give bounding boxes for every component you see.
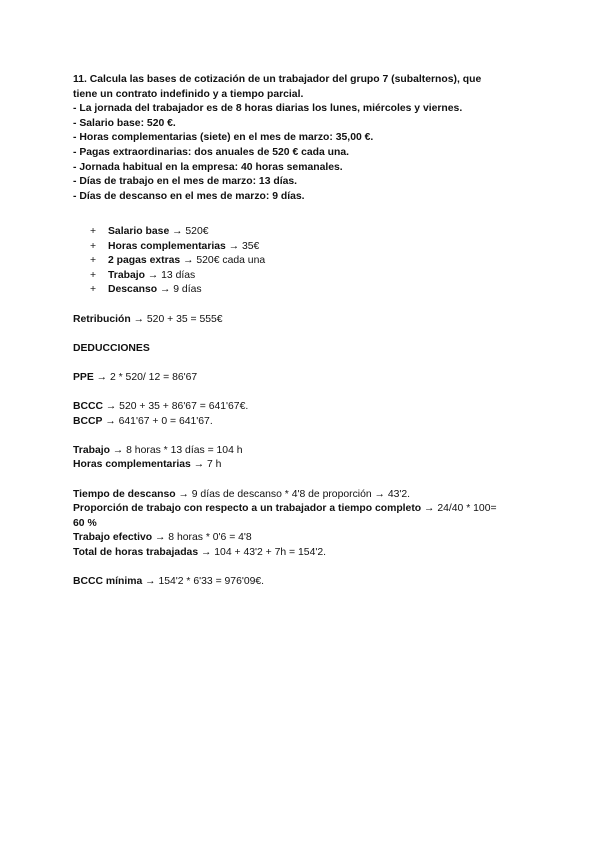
horas-comp-label: Horas complementarias <box>73 459 191 471</box>
ppe-value: → 2 * 520/ 12 = 86'67 <box>93 371 198 383</box>
condition-pagas: - Pagas extraordinarias: dos anuales de 520 € cada una. <box>73 146 350 158</box>
summary-label: Horas complementarias <box>108 240 226 252</box>
bccc-value: → 520 + 35 + 86'67 = 641'67€. <box>103 401 249 413</box>
horas-comp-line <box>73 458 533 473</box>
proporcion-line <box>73 502 533 517</box>
ppe-label: PPE <box>73 371 94 383</box>
bccc-minima-line <box>73 575 533 590</box>
summary-list <box>73 225 533 298</box>
bullet-marker: + <box>90 269 97 281</box>
bccp-line <box>73 415 533 430</box>
bccp-value: → 641'67 + 0 = 641'67. <box>102 415 213 427</box>
condition-jornada: - La jornada del trabajador es de 8 horas diarias los lunes, miércoles y viernes. <box>73 103 463 115</box>
proporcion-label: Proporción de trabajo con respecto a un trabajador a tiempo completo <box>73 503 422 515</box>
exercise-title-line2: tiene un contrato indefinido y a tiempo parcial. <box>73 88 304 100</box>
bullet-marker: + <box>90 255 97 267</box>
list-item <box>90 269 533 284</box>
retribucion-value: → 520 + 35 = 555€ <box>130 313 223 325</box>
condition-dias-descanso: - Días de descanso en el mes de marzo: 9 días. <box>73 190 305 202</box>
retribucion-label: Retribución <box>73 313 131 325</box>
bccc-label: BCCC <box>73 401 104 413</box>
summary-value: → 9 días <box>157 284 202 296</box>
tiempo-descanso-line <box>73 488 533 503</box>
bccp-label: BCCP <box>73 415 103 427</box>
trabajo-label: Trabajo <box>73 444 110 456</box>
bullet-marker: + <box>90 284 97 296</box>
retribucion-line <box>73 313 533 328</box>
total-horas-label: Total de horas trabajadas <box>73 547 199 558</box>
deducciones-heading: DEDUCCIONES <box>73 342 150 354</box>
summary-value: → 520€ cada una <box>180 255 266 267</box>
summary-label: Trabajo <box>108 269 145 281</box>
trabajo-line <box>73 444 533 459</box>
bullet-marker: + <box>90 225 97 237</box>
condition-dias-trabajo: - Días de trabajo en el mes de marzo: 13 días. <box>73 176 298 188</box>
trabajo-efectivo-value: → 8 horas * 0'6 = 4'8 <box>152 532 252 544</box>
bccc-minima-value: → 154'2 * 6'33 = 976'09€. <box>142 576 265 588</box>
list-item <box>90 240 533 255</box>
summary-value: → 35€ <box>225 240 260 252</box>
summary-value: → 13 días <box>144 269 196 281</box>
trabajo-efectivo-line <box>73 531 533 546</box>
total-horas-value: → 104 + 43'2 + 7h = 154'2. <box>198 547 326 558</box>
condition-salario: - Salario base: 520 €. <box>73 117 176 129</box>
proporcion-value: → 24/40 * 100= <box>421 503 497 515</box>
bccc-line <box>73 400 533 415</box>
list-item <box>90 225 533 240</box>
tiempo-descanso-label: Tiempo de descanso <box>73 488 176 500</box>
list-item <box>90 283 533 298</box>
summary-label: Salario base <box>108 225 170 237</box>
condition-horas-comp: - Horas complementarias (siete) en el mes de marzo: 35,00 €. <box>73 132 374 144</box>
condition-jornada-habitual: - Jornada habitual en la empresa: 40 horas semanales. <box>73 161 343 173</box>
horas-comp-value: → 7 h <box>190 459 222 471</box>
summary-label: Descanso <box>108 284 158 296</box>
summary-label: 2 pagas extras <box>108 255 181 267</box>
total-horas-line <box>73 546 533 561</box>
document-content <box>73 73 533 590</box>
tiempo-descanso-value: → 9 días de descanso * 4'8 de proporción → 43'2. <box>175 488 411 500</box>
list-item <box>90 254 533 269</box>
exercise-title-line1: 11. Calcula las bases de cotización de un trabajador del grupo 7 (subalternos), que <box>73 74 482 85</box>
proporcion-tail: 60 % <box>73 517 97 529</box>
ppe-line <box>73 371 533 386</box>
bccc-minima-label: BCCC mínima <box>73 576 143 588</box>
trabajo-value: → 8 horas * 13 días = 104 h <box>109 444 243 456</box>
summary-value: → 520€ <box>169 225 209 237</box>
trabajo-efectivo-label: Trabajo efectivo <box>73 532 153 544</box>
bullet-marker: + <box>90 240 97 252</box>
